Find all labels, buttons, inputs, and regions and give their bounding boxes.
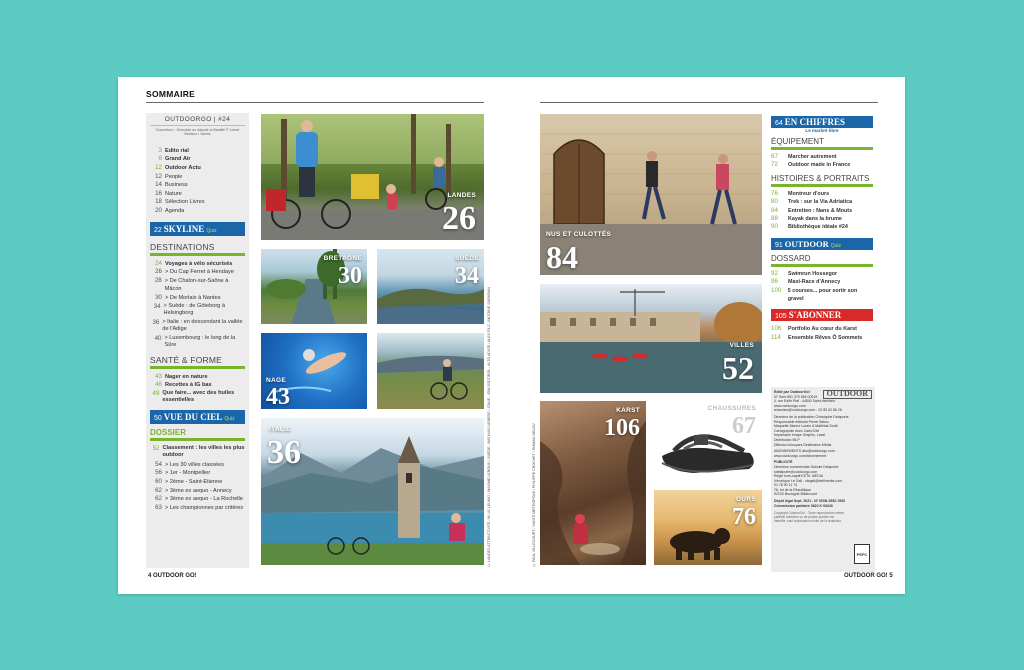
toc-page-number: 40 [154,334,162,342]
toc-page-number: 12 [155,172,162,180]
imprint-copyright: Copyright OutdoorGo! - Toute reproduction même partielle d'articles ou de photos publiés est interdite, sauf autorisation écrite de la rédaction. [774,511,845,524]
destinations-heading: DESTINATIONS [150,241,215,252]
toc-entry[interactable] [150,173,245,182]
toc-entry-title: Bibliothèque idéale #24 [788,224,848,231]
toc-page-number: 49 [152,389,160,397]
magazine-spread [118,77,905,594]
header-rule-left [146,102,484,103]
outdoor-quiz-label: Quiz [830,242,841,249]
dossier-heading: DOSSIER [150,427,187,437]
toc-entry[interactable] [150,294,245,303]
photo-landes[interactable] [261,114,484,240]
toc-entry-title: Nager en nature [165,373,208,380]
skyline-quiz: Quiz [206,227,217,234]
toc-entry[interactable] [771,325,873,333]
toc-entry[interactable] [771,215,873,223]
toc-entry[interactable] [771,287,873,304]
toc-entry-title: > De Chalon-sur-Saône à Mâcon [164,277,229,293]
section-bar [150,438,245,441]
toc-entry[interactable] [150,147,245,156]
toc-entry-title: Swimrun Hossegor [788,270,838,277]
toc-entry-title: Recettes à IG bas [165,382,212,389]
imprint-box [771,387,875,572]
section-bar [771,184,873,187]
toc-entry[interactable] [150,268,245,277]
toc-entry-title: Maxi-Race d'Annecy [788,279,841,286]
toc-entry[interactable] [150,487,245,496]
page-number-left: 4 [148,573,152,579]
en-chiffres-box[interactable] [771,116,873,128]
skyline-page: 22 [154,226,162,234]
imprint-line: PUBLICITÉ [774,460,793,465]
toc-entry-title: Que faire... avec des huiles essentielles [162,389,235,403]
footer-left [148,573,197,579]
photo-label: OURS [736,496,756,503]
imprint-line: Directrice commerciale Sidonie Delaporte [774,464,839,469]
toc-entry[interactable] [150,198,245,207]
toc-entry-title: > Du Cap Ferret à Hendaye [165,269,234,276]
section-bar [150,366,245,369]
toc-page-number: 76 [771,189,778,197]
toc-page-number: 18 [155,198,162,206]
photo-suede[interactable] [377,249,484,324]
toc-entry[interactable] [150,181,245,190]
abonner-title: S'ABONNER [788,310,842,321]
toc-entry[interactable] [150,319,245,333]
cyclist-illustration [377,333,484,409]
photo-italie[interactable] [261,418,484,565]
imprint-line[interactable]: www.outdoorgo.com [774,403,806,408]
pefc-icon: PEFC [854,544,870,564]
imprint-line[interactable]: sdelaporte@outdoorgo.com [774,469,818,474]
toc-entry[interactable] [771,161,873,169]
toc-entry-title: Business [165,182,188,189]
toc-entry-title: > Luxembourg : le long de la Sûre [164,334,236,348]
imprint-line: N° Siret 851 379 966 00019 [774,394,818,399]
toc-entry-title: > 3ème ex aequo - La Rochelle [165,496,243,503]
toc-entry-title: > De Morlaix à Nantes [165,294,221,301]
header-rule-right [540,102,878,103]
toc-page-number: 6 [158,155,162,163]
toc-entry-title: People [165,173,183,180]
toc-entry[interactable] [771,198,873,206]
toc-entry[interactable] [771,153,873,161]
imprint-line: Régie hors-captif KETIL MEDIA [774,474,824,479]
imprint-line: Dépôt légal Sept. 2021 - N° ISSN 2552-7630 [774,499,846,504]
dossard-list [771,270,873,304]
imprint-line: 01 78 90 11 74 [774,483,798,488]
toc-entry-title: Edito rial [165,147,189,154]
toc-entry[interactable] [150,373,245,382]
toc-entry-title: Sélection Livres [165,199,205,206]
photo-page-number: 43 [266,384,290,409]
toc-entry[interactable] [150,207,245,216]
vue-du-ciel-box[interactable] [150,410,245,424]
photo-page-number: 36 [267,434,301,471]
vue-page: 50 [154,414,162,422]
toc-entry[interactable] [150,155,245,164]
imprint-line: 4, rue Edith Piaf - 44800 Saint-Herblain [774,399,835,404]
dossard-heading: DOSSARD [771,253,811,263]
toc-page-number: 80 [771,198,778,206]
toc-entry-title: Agenda [165,207,185,214]
section-bar [771,264,873,267]
section-bar [771,147,873,150]
photo-page-number: 106 [604,415,640,441]
photo-label: SUÈDE [455,255,479,262]
toc-entry-title: > Italie : en descendant la vallée de l'Adige [162,318,243,332]
footer-right [844,573,893,579]
toc-page-number: 16 [155,189,162,197]
toc-left-column [146,113,249,568]
toc-page-number: 56 [155,469,162,477]
imprint-line: Maquette Marine Lorain & Mathilda Dudit [774,424,838,429]
toc-entry[interactable] [150,445,245,459]
photo-nus-et-culottes[interactable] [540,114,762,275]
imprint-line: Responsable éditorial Pierre Sahuc [774,419,829,424]
toc-entry-title: Trek : sur la Via Adriatica [788,199,853,206]
toc-entry-title: Outdoor made in France [788,162,851,169]
destinations-list [150,260,245,349]
photo-label: NAGE [266,377,286,384]
toc-entry[interactable] [150,390,245,404]
histoires-list [771,190,873,232]
photo-page-number: 67 [732,413,756,439]
imprint-line: Distribution MLP [774,437,800,442]
photo-bretagne[interactable] [261,249,367,324]
toc-page-number: 12 [155,164,162,171]
outdoor-quiz-box[interactable] [771,238,873,250]
imprint-line[interactable]: ABONNEMENTS abo@outdoorgo.com [774,449,835,454]
portfolio-list [771,325,873,342]
chiffres-subtitle: Le marbré libre [771,128,873,133]
issue-number: OUTDOORGO | #24 [150,116,245,126]
toc-entry-title: > 3ème ex aequo - Annecy [165,487,232,494]
chiffres-title: EN CHIFFRES [784,117,846,127]
toc-entry[interactable] [150,164,245,173]
photo-villes[interactable] [540,284,762,393]
toc-page-number: 24 [155,259,162,267]
toc-entry[interactable] [771,223,873,231]
toc-entry-title: > Suède : de Göteborg à Helsingborg [163,302,225,316]
photo-page-number: 76 [732,504,756,530]
photo-nage[interactable] [261,333,367,409]
chiffres-page: 64 [775,120,783,127]
toc-page-number: 90 [771,223,778,231]
skyline-title: SKYLINE [163,223,205,234]
dossier-list [150,445,245,513]
photo-label: KARST [616,407,640,414]
toc-page-number: 88 [771,215,778,223]
toc-entry-title: Nature [165,190,182,197]
toc-entry-title: > Les championnes par critères [165,504,244,511]
equipement-list [771,153,873,170]
toc-entry-title: > 1er - Montpellier [165,470,211,477]
sante-heading: SANTÉ & FORME [150,354,223,365]
imprint-line: Cartographie Avec Carto'Cité [774,428,820,433]
toc-page-number: 62 [155,486,162,494]
toc-page-number: 114 [771,333,781,341]
imprint-line: Diffusion kiosques Destination Média [774,442,832,447]
toc-page-number: 30 [155,293,162,301]
toc-page-number: 3 [158,146,162,154]
imprint-line: 92100 Boulogne-Billancourt [774,492,818,497]
toc-page-number: 26 [155,268,162,276]
toc-page-number: 43 [155,372,162,380]
toc-entry-title: Entretien : Nans & Mouts [788,207,853,214]
toc-entry-title: Ensemble Rêves Ô Sommets [788,334,863,341]
photo-credits-left: © LANDES ATTRACTIVITÉ / M. LE LEUNIG / MAXIME LEROUX / SUÈDE : MATHIAS LIEBERG / ITALIE : IDM SÜDTIROL - ALTO ADIGE / ALEX FILZ / ANTOINE SAFARIAN [487,286,491,567]
toc-entry[interactable] [150,335,245,349]
outdoor-quiz-page: 91 [775,241,783,249]
outdoor-logo: OUTDOOR [823,390,872,399]
toc-entry[interactable] [150,461,245,470]
equipement-heading: ÉQUIPEMENT [771,137,824,146]
page-title: SOMMAIRE [146,89,196,99]
photo-label: VILLES [729,342,754,349]
toc-page-number: 96 [771,278,778,286]
imprint-line: 76, bd de la République [774,487,811,492]
toc-page-number: 92 [771,269,778,277]
toc-entry-title: Classement : les villes les plus outdoor [162,444,245,458]
toc-entry-title: 5 courses... pour sortir son gravel [787,287,858,303]
section-bar [150,253,245,256]
toc-entry[interactable] [150,260,245,269]
vue-title: VUE DU CIEL [163,411,223,422]
histoires-heading: HISTOIRES & PORTRAITS [771,173,870,183]
toc-page-number: 28 [154,276,162,284]
toc-entry[interactable] [771,207,873,215]
toc-entry[interactable] [771,270,873,278]
toc-entry[interactable] [771,278,873,286]
toc-page-number: 14 [155,181,162,189]
outdoor-quiz-title: OUTDOOR [784,238,829,249]
toc-entry[interactable] [150,469,245,478]
skyline-box[interactable] [150,222,245,236]
photo-label: NUS ET CULOTTÉS [546,231,612,238]
toc-entry[interactable] [150,504,245,513]
imprint-line: Commission paritaire 0622 K 93343 [774,503,833,508]
sante-list [150,373,245,404]
cover-credit: Couverture : Grimolde ou dajoule la Bastille © Lionel Montico / Vareta [155,128,240,137]
toc-entry-title: > Les 30 villes classées [165,461,224,468]
photo-label: BRETAGNE [323,255,362,262]
toc-page-number: 36 [152,318,160,326]
toc-entry-title: Kayak dans la brume [788,216,842,223]
imprint-line[interactable]: redaction@outdoorgo.com - 02 85 52 86 26 [774,408,842,413]
toc-page-number: 67 [771,153,778,160]
toc-page-number: 100 [771,286,782,294]
footer-brand-left: OUTDOOR GO! [153,573,197,579]
toc-entry-title: Grand Air [165,156,191,163]
toc-page-number: 34 [153,302,161,310]
photo-suede-bike[interactable] [377,333,484,409]
toc-entry-title: Montreur d'ours [788,190,830,197]
toc-entry[interactable] [150,381,245,390]
toc-entry-title: Portfolio Au cœur du Karst [788,326,857,333]
photo-chaussures[interactable] [654,401,762,483]
abonner-page: 105 [775,313,787,321]
photo-page-number: 84 [546,239,578,275]
toc-entry[interactable] [150,478,245,487]
abonner-box[interactable] [771,309,873,321]
toc-page-number: 46 [155,381,162,389]
toc-page-number: 63 [155,503,162,511]
toc-page-number: 106 [771,325,782,333]
toc-page-number: 52 [152,444,160,452]
toc-entry-title: Voyages à vélo sécurisés [165,260,233,267]
photo-label: ITALIE [269,426,291,433]
vue-quiz: Quiz [224,415,235,422]
page-number-right: 5 [889,573,893,579]
toc-entry-title: > 2ème - Saint-Etienne [165,478,223,485]
toc-entry[interactable] [150,303,245,317]
photo-label: LANDES [447,192,476,199]
imprint-line: Directeur de la publication Christophe Delaporte [774,414,849,419]
photo-page-number: 26 [442,200,476,237]
toc-entry-title: Outdoor Actu [165,165,201,171]
toc-page-number: 84 [771,206,778,214]
imprint-line: Impression Imaye Graphic, Laval [774,433,826,438]
photo-page-number: 30 [338,263,362,289]
toc-page-number: 60 [155,477,162,485]
imprint-line[interactable]: Véronique Le Gall - vlegall@ketilmedia.com [774,478,842,483]
photo-page-number: 52 [722,350,754,386]
imprint-line[interactable]: www.outdoorgo.com/abonnement [774,453,827,458]
photo-karst[interactable] [540,401,646,565]
toc-entry[interactable] [150,495,245,504]
imprint-line: Édité par OutdoorGo! [774,390,810,394]
toc-page-number: 62 [155,495,162,503]
photo-ours[interactable] [654,490,762,565]
footer-brand-right: OUTDOOR GO! [844,573,888,579]
toc-page-number: 20 [155,206,162,214]
toc-page-number: 54 [155,460,162,468]
toc-page-number: 72 [771,161,778,169]
toc-entry[interactable] [150,277,245,294]
photo-label: CHAUSSURES [707,405,756,412]
toc-entry-title: Marcher autrement [788,154,837,160]
toc-entry[interactable] [150,190,245,199]
photo-page-number: 34 [455,263,479,289]
toc-top-list [150,147,245,216]
toc-entry[interactable] [771,334,873,342]
toc-entry[interactable] [771,190,873,198]
photo-credits-right: © PAUL VILLECOURT / SANTÉ MÉTROPOLE / PHILIPPE CROCHET / ROMAN ORLOV [532,423,536,567]
